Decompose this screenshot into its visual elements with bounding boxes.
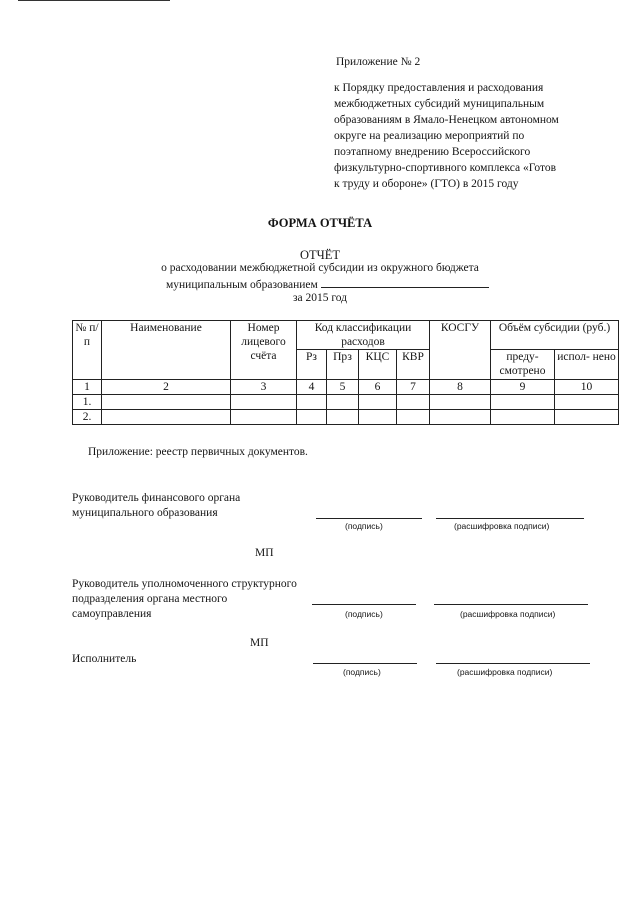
stamp-label: МП — [255, 547, 274, 559]
table-cell[interactable] — [231, 395, 297, 410]
col-number: 6 — [359, 380, 397, 395]
report-municipality-line — [166, 277, 489, 291]
appendix-line: к труду и обороне» (ГТО) в 2015 году — [334, 178, 519, 190]
report-subtitle: о расходовании межбюджетной субсидии из окружного бюджета — [161, 262, 479, 274]
table-cell[interactable] — [397, 410, 430, 425]
signature-line[interactable] — [316, 518, 422, 519]
decoding-caption: (расшифровка подписи) — [457, 667, 553, 677]
table-cell[interactable] — [430, 395, 491, 410]
appendix-line: образованиям в Ямало-Ненецком автономном — [334, 114, 559, 126]
appendix-line: округе на реализацию мероприятий по — [334, 130, 525, 142]
table-row — [73, 395, 619, 410]
col-number: 4 — [297, 380, 327, 395]
form-title: ФОРМА ОТЧЁТА — [267, 216, 373, 230]
table-cell[interactable] — [491, 410, 555, 425]
header-kvr: КВР — [397, 350, 430, 380]
header-name: Наименование — [102, 321, 231, 380]
col-number: 7 — [397, 380, 430, 395]
header-volume: Объём субсидии (руб.) — [491, 321, 619, 350]
col-number: 5 — [327, 380, 359, 395]
col-number: 3 — [231, 380, 297, 395]
table-cell[interactable] — [102, 410, 231, 425]
appendix-line: поэтапному внедрению Всероссийского — [334, 146, 531, 158]
struct-head-label — [72, 577, 297, 622]
row-number: 2. — [73, 410, 102, 425]
header-account: Номер лицевого счёта — [231, 321, 297, 380]
header-prz: Прз — [327, 350, 359, 380]
decoding-caption: (расшифровка подписи) — [460, 609, 556, 619]
signature-caption: (подпись) — [345, 521, 383, 531]
table-cell[interactable] — [102, 395, 231, 410]
appendix-block — [334, 54, 614, 192]
col-number: 2 — [102, 380, 231, 395]
finance-head-line: Руководитель финансового органа — [72, 492, 241, 504]
top-rule — [18, 0, 170, 1]
col-number: 8 — [430, 380, 491, 395]
col-number: 10 — [555, 380, 619, 395]
table-cell[interactable] — [359, 410, 397, 425]
header-codes: Код классификации расходов — [297, 321, 430, 350]
appendix-line: межбюджетных субсидий муниципальным — [334, 98, 545, 110]
appendix-line: физкультурно-спортивного комплекса «Готов — [334, 162, 557, 174]
row-number: 1. — [73, 395, 102, 410]
table-cell[interactable] — [430, 410, 491, 425]
report-period: за 2015 год — [292, 292, 348, 304]
decoding-line[interactable] — [436, 518, 584, 519]
struct-head-line: Руководитель уполномоченного структурного — [72, 578, 297, 590]
decoding-caption: (расшифровка подписи) — [454, 521, 550, 531]
header-kosgu: КОСГУ — [430, 321, 491, 380]
executor-label: Исполнитель — [72, 653, 137, 665]
signature-line[interactable] — [313, 663, 417, 664]
finance-head-label — [72, 491, 240, 521]
finance-head-line: муниципального образования — [72, 507, 218, 519]
appendix-line: к Порядку предоставления и расходования — [334, 82, 544, 94]
header-kcs: КЦС — [359, 350, 397, 380]
table-cell[interactable] — [555, 395, 619, 410]
struct-head-line: самоуправления — [72, 608, 152, 620]
header-planned: преду- смотрено — [491, 350, 555, 380]
report-table — [72, 320, 619, 425]
decoding-line[interactable] — [436, 663, 590, 664]
struct-head-line: подразделения органа местного — [72, 593, 228, 605]
col-number: 1 — [73, 380, 102, 395]
col-number: 9 — [491, 380, 555, 395]
table-cell[interactable] — [297, 395, 327, 410]
municipality-blank-field — [321, 277, 489, 288]
decoding-line[interactable] — [434, 604, 588, 605]
attachment-note: Приложение: реестр первичных документов. — [88, 446, 308, 458]
municipality-label: муниципальным образованием — [166, 279, 318, 291]
table-cell[interactable] — [555, 410, 619, 425]
header-num: № п/п — [73, 321, 102, 380]
header-rz: Рз — [297, 350, 327, 380]
table-row — [73, 410, 619, 425]
appendix-number: Приложение № 2 — [336, 56, 421, 68]
signature-line[interactable] — [312, 604, 416, 605]
table-cell[interactable] — [327, 395, 359, 410]
report-title: ОТЧЁТ — [299, 248, 341, 262]
table-cell[interactable] — [359, 395, 397, 410]
signature-caption: (подпись) — [343, 667, 381, 677]
table-cell[interactable] — [491, 395, 555, 410]
signature-caption: (подпись) — [345, 609, 383, 619]
table-cell[interactable] — [397, 395, 430, 410]
table-cell[interactable] — [297, 410, 327, 425]
table-cell[interactable] — [231, 410, 297, 425]
header-executed: испол- нено — [555, 350, 619, 380]
stamp-label: МП — [250, 637, 269, 649]
table-cell[interactable] — [327, 410, 359, 425]
